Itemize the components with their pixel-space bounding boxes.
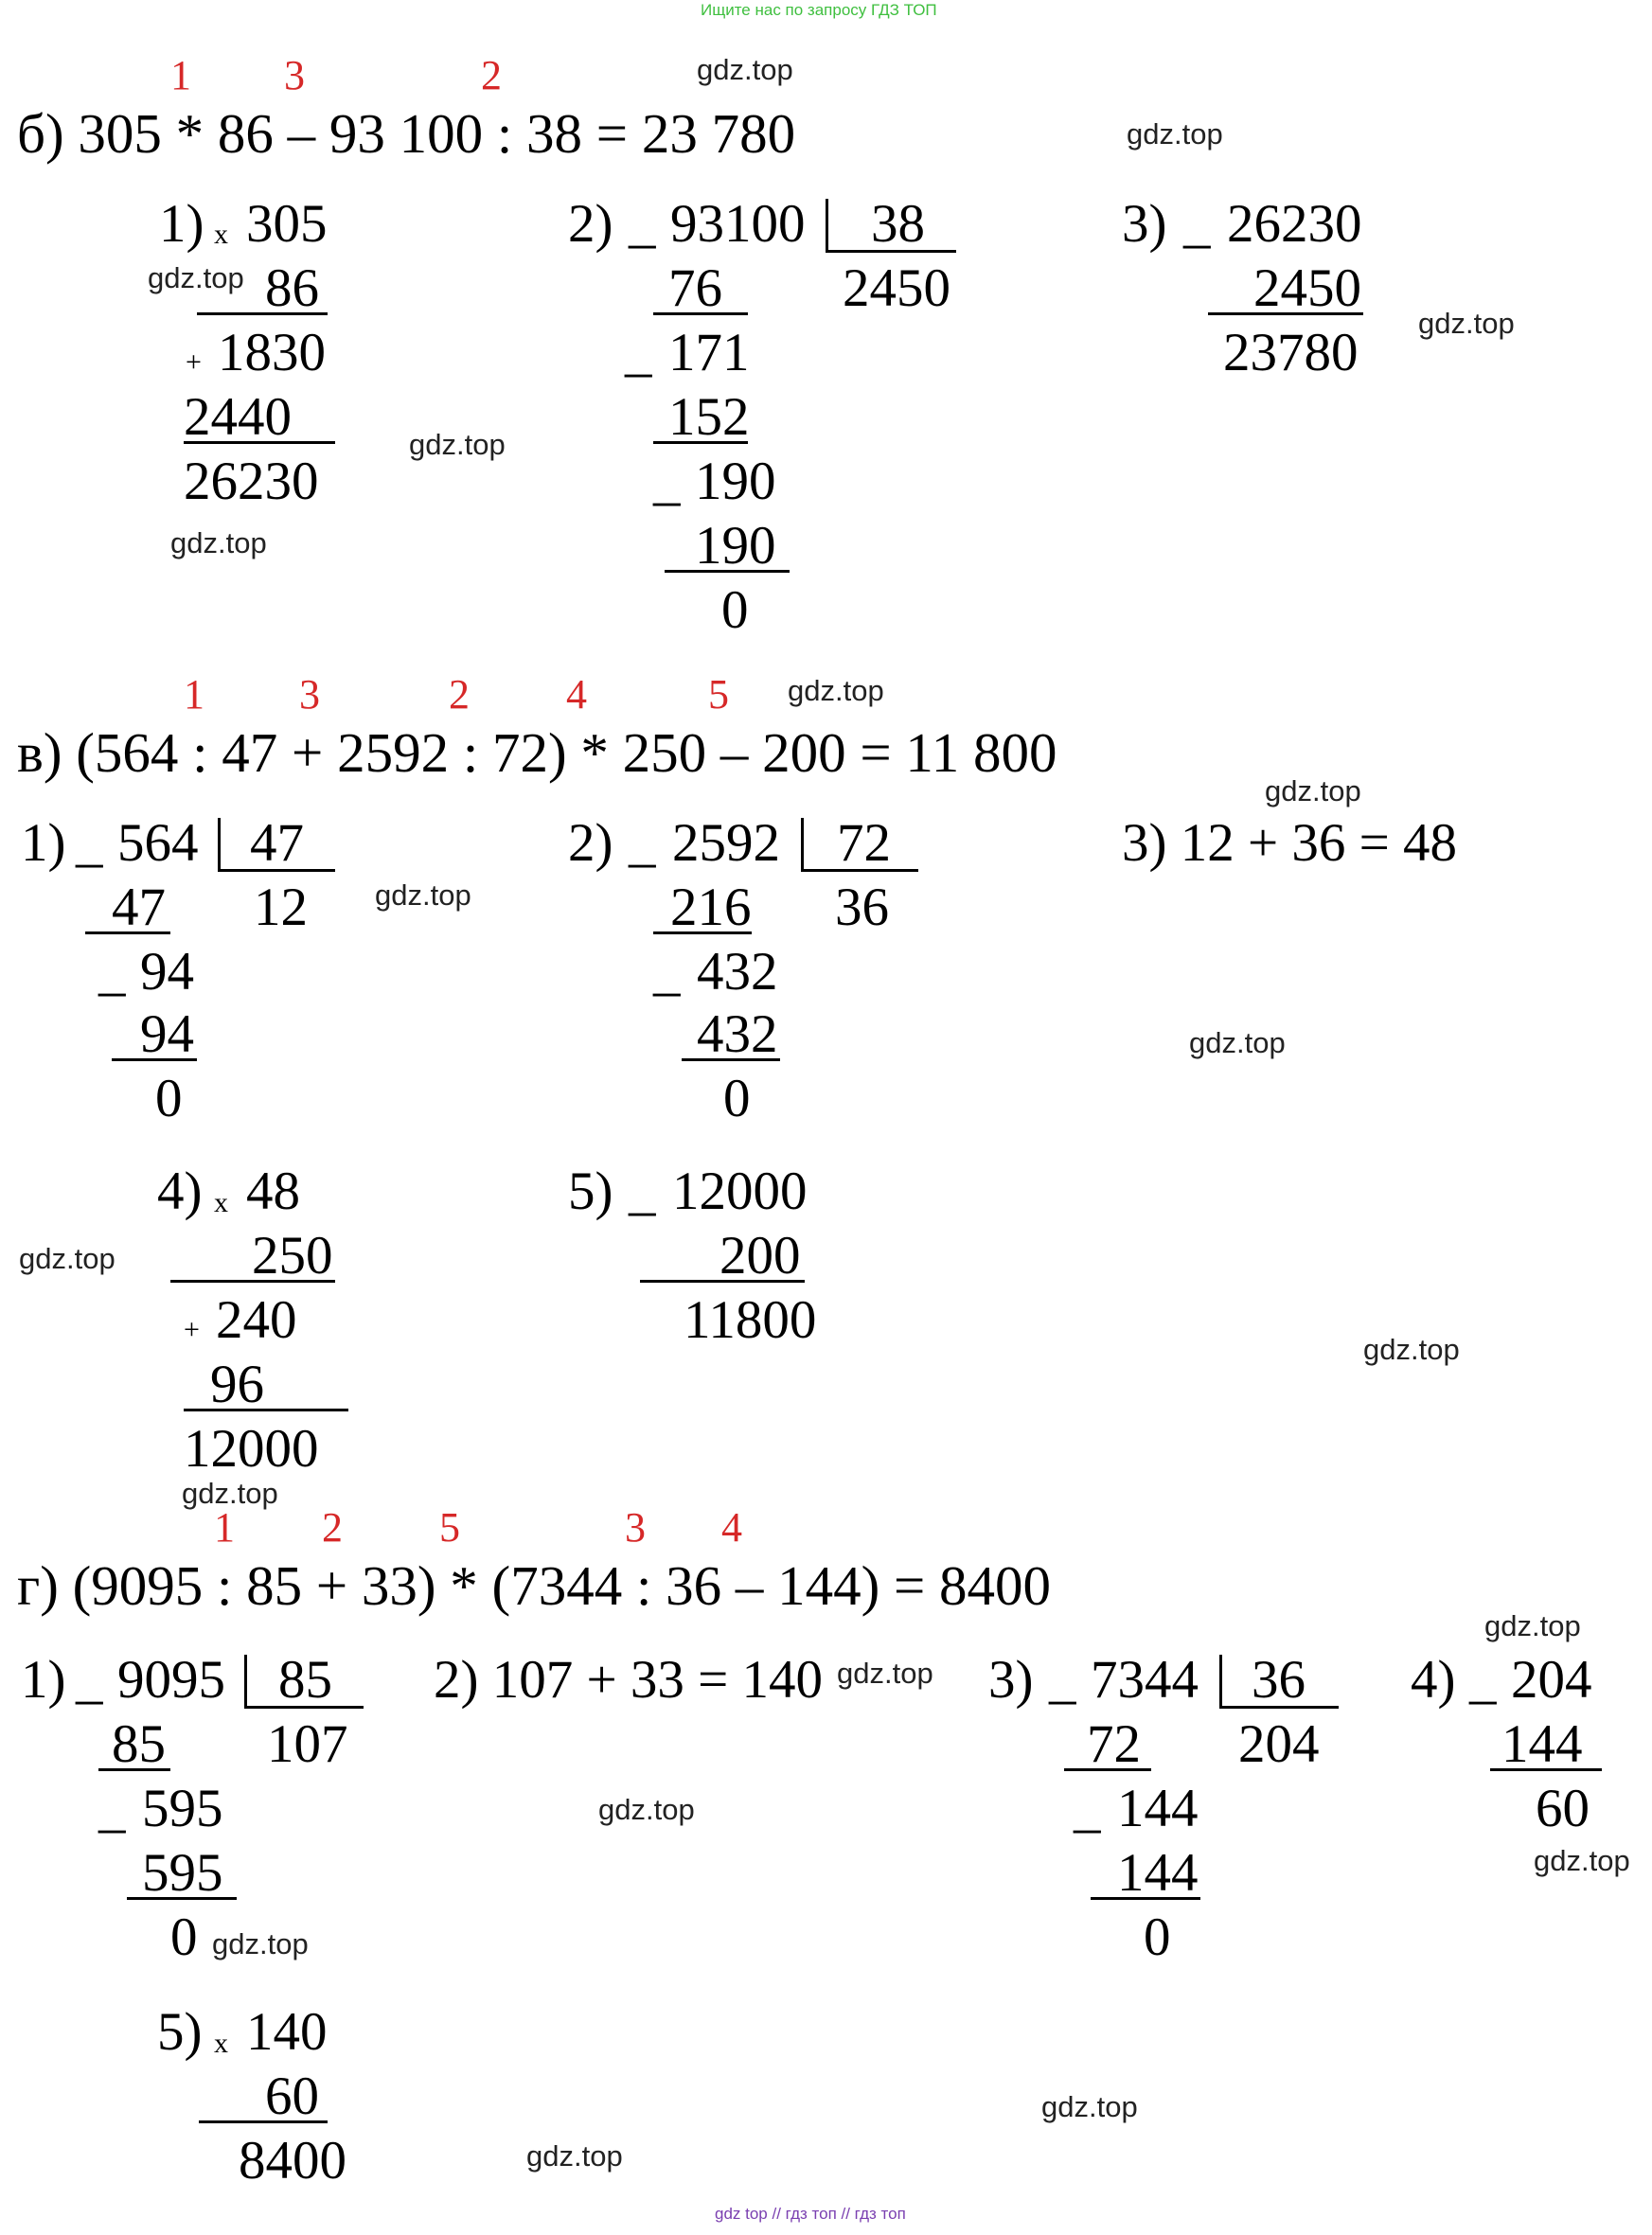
watermark: gdz.top [837, 1657, 933, 1690]
step-label: 5) [157, 2002, 203, 2062]
watermark: gdz.top [1041, 2090, 1138, 2123]
step-label: 3) [1122, 194, 1167, 254]
minus-sign: _ [98, 1779, 126, 1838]
minus-sign: _ [1469, 1650, 1497, 1710]
remainder-step: 76 [668, 258, 722, 318]
subtrahend: 2450 [1253, 258, 1361, 318]
step-label: 1) [159, 194, 204, 254]
remainder-step: 216 [670, 878, 752, 937]
watermark: gdz.top [697, 53, 793, 86]
remainder-step: 47 [112, 878, 166, 937]
remainder-step: 171 [668, 323, 750, 382]
quotient: 36 [835, 878, 889, 937]
remainder-step: 432 [697, 1004, 778, 1064]
multiply-sign: x [214, 219, 228, 250]
minuend: 204 [1511, 1650, 1592, 1710]
watermark: gdz.top [1484, 1609, 1581, 1642]
remainder-step: 190 [695, 516, 776, 576]
bottom-banner: gdz top // гдз топ // гдз топ [715, 2205, 906, 2223]
underline [184, 1409, 348, 1411]
step-label: 2) [568, 813, 613, 873]
minus-sign: _ [1074, 1779, 1101, 1838]
order-number: 4 [721, 1504, 742, 1551]
difference: 11800 [684, 1290, 817, 1350]
step-label: 3) [988, 1650, 1034, 1710]
factor: 140 [246, 2002, 328, 2062]
order-number: 1 [184, 671, 204, 718]
remainder-step: 595 [142, 1843, 223, 1903]
top-banner: Ищите нас по запросу ГДЗ ТОП [701, 1, 937, 19]
remainder-step: 72 [1087, 1714, 1141, 1774]
step-label: 2) [568, 194, 613, 254]
order-number: 1 [170, 52, 191, 98]
minus-sign: _ [1049, 1650, 1076, 1710]
minus-sign: _ [1183, 194, 1211, 254]
underline [1091, 1897, 1200, 1900]
order-number: 5 [708, 671, 729, 718]
remainder-final: 0 [721, 580, 749, 640]
division-bar [218, 818, 221, 871]
underline [653, 312, 748, 315]
expression-v: в) (564 : 47 + 2592 : 72) * 250 – 200 = 11 800 [17, 721, 1057, 784]
minus-sign: _ [629, 194, 656, 254]
minuend: 12000 [672, 1162, 808, 1221]
underline [98, 1768, 170, 1771]
remainder-step: 432 [697, 942, 778, 1002]
difference: 60 [1536, 1779, 1590, 1838]
order-number: 3 [299, 671, 320, 718]
remainder-step: 144 [1117, 1779, 1199, 1838]
division-underline [218, 869, 335, 872]
order-number: 1 [214, 1504, 235, 1551]
remainder-step: 94 [140, 942, 194, 1002]
underline [85, 931, 170, 934]
divisor: 47 [250, 813, 304, 873]
remainder-step: 152 [668, 387, 750, 447]
partial-product: 96 [210, 1355, 264, 1414]
remainder-final: 0 [155, 1069, 183, 1128]
minus-sign: _ [653, 452, 681, 511]
order-number: 5 [439, 1504, 460, 1551]
remainder-final: 0 [170, 1907, 198, 1967]
watermark: gdz.top [1418, 307, 1515, 340]
dividend: 564 [117, 813, 199, 873]
difference: 23780 [1223, 323, 1359, 382]
order-number: 2 [481, 52, 502, 98]
minus-sign: _ [625, 323, 652, 382]
multiply-sign: x [214, 2028, 228, 2059]
remainder-step: 144 [1117, 1843, 1199, 1903]
subtrahend: 200 [719, 1226, 801, 1286]
watermark: gdz.top [148, 261, 244, 294]
divisor: 38 [871, 194, 925, 254]
division-underline [1219, 1706, 1339, 1709]
dividend: 7344 [1091, 1650, 1199, 1710]
division-bar [244, 1655, 247, 1708]
step-label: 1) [21, 813, 66, 873]
partial-product: 240 [216, 1290, 297, 1350]
watermark: gdz.top [19, 1242, 115, 1275]
order-number: 3 [625, 1504, 646, 1551]
expression-g: г) (9095 : 85 + 33) * (7344 : 36 – 144) = 8400 [17, 1554, 1052, 1617]
divisor: 36 [1252, 1650, 1306, 1710]
division-bar [1219, 1655, 1222, 1708]
multiply-sign: x [214, 1187, 228, 1218]
order-number: 2 [322, 1504, 343, 1551]
watermark: gdz.top [526, 2139, 623, 2173]
remainder-final: 0 [1144, 1907, 1171, 1967]
plus-sign: + [184, 1314, 200, 1345]
underline [1208, 312, 1363, 315]
product: 26230 [184, 452, 319, 511]
division-underline [244, 1706, 364, 1709]
watermark: gdz.top [788, 674, 884, 707]
minuend: 26230 [1227, 194, 1362, 254]
factor: 60 [265, 2066, 319, 2126]
order-number: 4 [566, 671, 587, 718]
step-label: 5) [568, 1162, 613, 1221]
partial-product: 1830 [218, 323, 326, 382]
minus-sign: _ [629, 1162, 656, 1221]
partial-product: 2440 [184, 387, 292, 447]
watermark: gdz.top [212, 1927, 309, 1960]
divisor: 72 [837, 813, 891, 873]
remainder-step: 85 [112, 1714, 166, 1774]
watermark: gdz.top [170, 526, 267, 559]
remainder-step: 94 [140, 1004, 194, 1064]
underline [127, 1897, 237, 1900]
watermark: gdz.top [1127, 117, 1223, 151]
product: 8400 [239, 2131, 346, 2191]
dividend: 93100 [670, 194, 806, 254]
dividend: 2592 [672, 813, 780, 873]
factor: 250 [252, 1226, 333, 1286]
step-label: 4) [157, 1162, 203, 1221]
step-text: 2) 107 + 33 = 140 [434, 1650, 824, 1710]
division-bar [801, 818, 804, 871]
quotient: 12 [254, 878, 308, 937]
underline [653, 441, 748, 444]
minus-sign: _ [76, 813, 103, 873]
subtrahend: 144 [1501, 1714, 1583, 1774]
order-number: 2 [449, 671, 470, 718]
product: 12000 [184, 1419, 319, 1479]
underline [184, 441, 335, 444]
minus-sign: _ [653, 942, 681, 1002]
watermark: gdz.top [1363, 1333, 1460, 1366]
dividend: 9095 [117, 1650, 225, 1710]
step-label: 4) [1411, 1650, 1456, 1710]
remainder-final: 0 [723, 1069, 751, 1128]
step-text: 3) 12 + 36 = 48 [1122, 813, 1458, 873]
underline [640, 1280, 805, 1283]
minus-sign: _ [98, 942, 126, 1002]
remainder-step: 190 [695, 452, 776, 511]
quotient: 204 [1238, 1714, 1320, 1774]
underline [199, 2120, 328, 2123]
minus-sign: _ [76, 1650, 103, 1710]
order-number: 3 [284, 52, 305, 98]
watermark: gdz.top [598, 1793, 695, 1826]
minus-sign: _ [629, 813, 656, 873]
divisor: 85 [278, 1650, 332, 1710]
factor: 48 [246, 1162, 300, 1221]
division-underline [826, 250, 956, 253]
watermark: gdz.top [1265, 774, 1361, 807]
step-label: 1) [21, 1650, 66, 1710]
expression-b: б) 305 * 86 – 93 100 : 38 = 23 780 [17, 102, 796, 165]
quotient: 2450 [843, 258, 950, 318]
watermark: gdz.top [1189, 1026, 1286, 1059]
watermark: gdz.top [1534, 1844, 1630, 1877]
quotient: 107 [267, 1714, 348, 1774]
underline [682, 1058, 780, 1061]
plus-sign: + [186, 346, 202, 378]
remainder-step: 595 [142, 1779, 223, 1838]
underline [197, 312, 328, 315]
underline [112, 1058, 197, 1061]
division-bar [826, 199, 828, 252]
watermark: gdz.top [409, 428, 506, 461]
factor: 86 [265, 258, 319, 318]
underline [1064, 1768, 1151, 1771]
underline [665, 570, 790, 573]
underline [1490, 1768, 1602, 1771]
underline [170, 1280, 335, 1283]
factor: 305 [246, 194, 328, 254]
division-underline [801, 869, 918, 872]
watermark: gdz.top [375, 878, 471, 912]
underline [653, 931, 752, 934]
watermark: gdz.top [182, 1477, 278, 1510]
